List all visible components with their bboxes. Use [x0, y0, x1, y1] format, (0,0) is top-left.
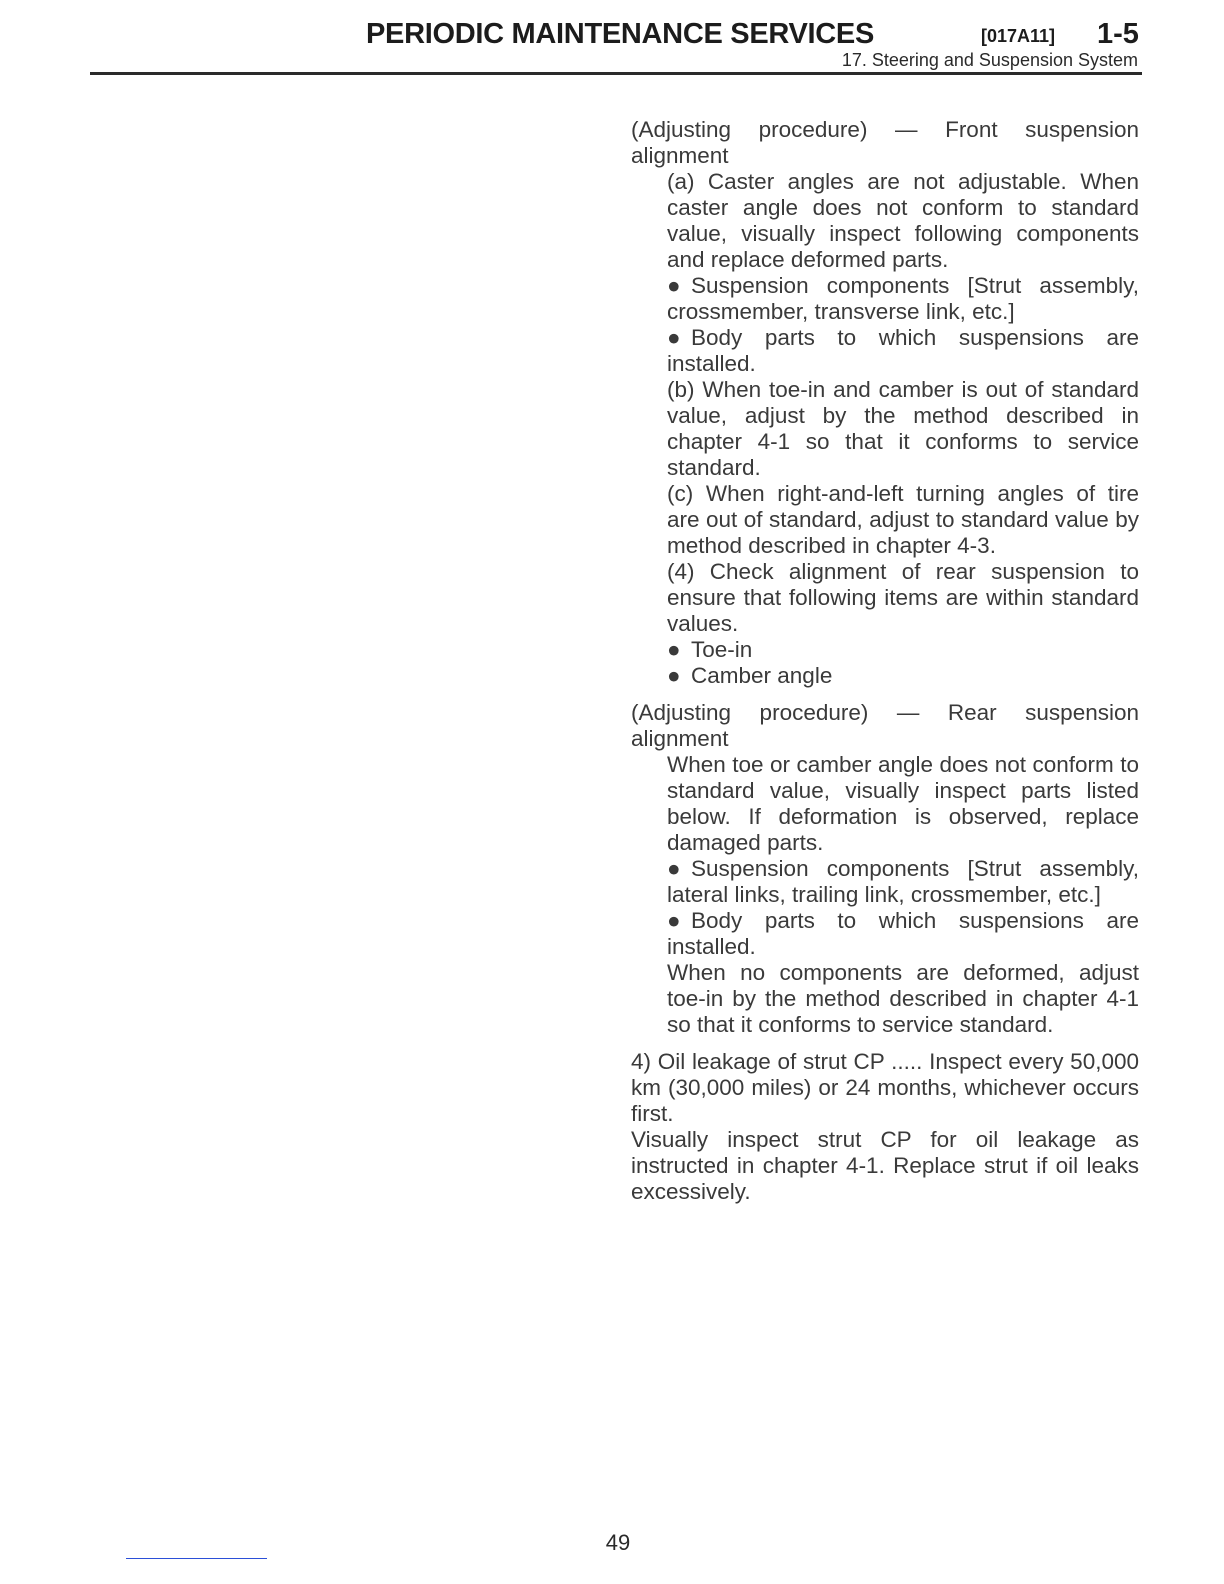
footer-link-underline [126, 1558, 267, 1559]
page-reference: 1-5 [1097, 18, 1139, 50]
front-alignment-heading: (Adjusting procedure) — Front suspension alignment [631, 117, 1139, 168]
rear-bullet [631, 856, 1139, 908]
front-item-c: (c) When right-and-left turning angles of tire are out of standard, adjust to standard value by method described in chapter 4-3. [667, 481, 1139, 558]
rear-alignment-heading: (Adjusting procedure) — Rear suspension alignment [631, 700, 1139, 751]
bullet-icon: ● [667, 637, 681, 662]
header-divider [90, 72, 1142, 75]
bullet-icon: ● [667, 856, 681, 881]
bullet-icon: ● [667, 325, 681, 350]
bullet-text: Suspension components [Strut assembly, crossmember, transverse link, etc.] [667, 273, 1139, 324]
bullet-text: Body parts to which suspensions are installed. [667, 325, 1139, 376]
step-4: (4) Check alignment of rear suspension to ensure that following items are within standard values. [667, 559, 1139, 636]
rear-bullet [631, 908, 1139, 960]
rear-paragraph-2: When no components are deformed, adjust toe-in by the method described in chapter 4-1 so that it conforms to service standard. [667, 960, 1139, 1037]
text-column [631, 117, 1139, 1205]
page-number: 49 [605, 1530, 631, 1555]
step-4-bullet [631, 663, 1139, 689]
item-4-oil-leakage: 4) Oil leakage of strut CP ..... Inspect every 50,000 km (30,000 miles) or 24 months, whichever occurs first. [631, 1049, 1139, 1126]
front-item-a: (a) Caster angles are not adjustable. When caster angle does not conform to standard value, visually inspect following components and replace deformed parts. [667, 169, 1139, 272]
bullet-text: Body parts to which suspensions are installed. [667, 908, 1139, 959]
bullet-text: Toe-in [691, 637, 753, 662]
section-title: PERIODIC MAINTENANCE SERVICES [366, 18, 875, 50]
bullet-text: Camber angle [691, 663, 833, 688]
section-code: [017A11] [981, 26, 1056, 46]
bullet-icon: ● [667, 273, 681, 298]
front-item-b: (b) When toe-in and camber is out of standard value, adjust by the method described in chapter 4-1 so that it conforms to service standard. [667, 377, 1139, 480]
front-item-a-bullet [631, 273, 1139, 325]
step-4-bullet [631, 637, 1139, 663]
front-item-a-bullet [631, 325, 1139, 377]
item-4-detail: Visually inspect strut CP for oil leakage as instructed in chapter 4-1. Replace strut if oil leaks excessively. [631, 1127, 1139, 1204]
bullet-icon: ● [667, 908, 681, 933]
rear-paragraph-1: When toe or camber angle does not conform to standard value, visually inspect parts listed below. If deformation is observed, replace damaged parts. [667, 752, 1139, 855]
section-subtitle: 17. Steering and Suspension System [841, 50, 1138, 70]
bullet-text: Suspension components [Strut assembly, lateral links, trailing link, crossmember, etc.] [667, 856, 1139, 907]
bullet-icon: ● [667, 663, 681, 688]
